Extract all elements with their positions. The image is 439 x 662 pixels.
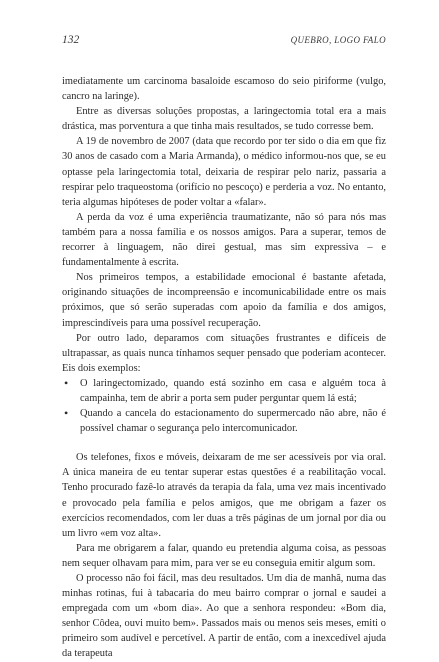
paragraph: Os telefones, fixos e móveis, deixaram de me ser acessíveis por via oral. A única maneira de eu tentar superar estas questões é a reabilitação vocal. Tenho procurado fazê-lo através da terapia da fala, uma vez mais incentivado e provocado pela família e pelos amigos, que me obrigam a fazer os exercícios recomendados, com ler duas a três páginas de um jornal por dia ou um livro «em voz alta». — [62, 452, 386, 539]
paragraph: A 19 de novembro de 2007 (data que recordo por ter sido o dia em que fiz 30 anos de casado com a Maria Armanda), o médico informou-nos que, se eu optasse pela laringectomia total, deixaria de respirar pelo nariz, passaria a respirar pelo traqueostoma (orifício no pescoço) e perderia a voz. No entanto, teria algumas hipóteses de poder voltar a «falar». — [62, 136, 386, 208]
body-text — [62, 74, 386, 662]
paragraph: Entre as diversas soluções propostas, a laringectomia total era a mais drástica, mas porventura a que tinha mais resultados, se tudo corresse bem. — [62, 106, 386, 133]
examples-list — [62, 376, 386, 436]
paragraph: imediatamente um carcinoma basaloide escamoso do seio piriforme (vulgo, cancro na laringe). — [62, 76, 386, 103]
page-number: 132 — [62, 34, 80, 46]
page-header — [62, 34, 386, 48]
list-item: • Quando a cancela do estacionamento do supermercado não abre, não é possível chamar o segurança pelo intercomunicador. — [62, 406, 386, 436]
paragraph: Nos primeiros tempos, a estabilidade emocional é bastante afetada, originando situações de incompreensão e incomunicabilidade entre os mais próximos, que só serão superadas com apoio da família e dos amigos, imprescindíveis para uma possível recuperação. — [62, 272, 386, 329]
paragraph: Por outro lado, deparamos com situações frustrantes e difíceis de ultrapassar, as quais nunca tínhamos sequer pensado que poderiam acontecer. Eis dois exemplos: — [62, 332, 386, 374]
paragraph: Para me obrigarem a falar, quando eu pretendia alguma coisa, as pessoas nem sequer olhavam para mim, para ver se eu conseguia emitir algum som. — [62, 542, 386, 569]
list-item: • O laringectomizado, quando está sozinho em casa e alguém toca à campainha, tem de abrir a porta sem puder perguntar quem lá está; — [62, 376, 386, 406]
paragraph: O processo não foi fácil, mas deu resultados. Um dia de manhã, numa das minhas rotinas, fui à tabacaria do meu bairro comprar o jornal e saudei a empregada com um «bom dia». Ao que a senhora respondeu: «Bom dia, senhor Côdea, ouvi muito bem». Passados mais ou menos seis meses, emiti o primeiro som audível e percetível. A partir de então, com a inexcedível ajuda da terapeuta — [62, 573, 386, 660]
section-break — [62, 436, 386, 450]
paragraph: A perda da voz é uma experiência traumatizante, não só para nós mas também para a nossa família e os nossos amigos. Para a superar, temos de recorrer à linguagem, não direi gestual, mas sim expressiva – e fundamentalmente à escrita. — [62, 211, 386, 269]
running-title: QUEBRO, LOGO FALO — [290, 35, 386, 45]
